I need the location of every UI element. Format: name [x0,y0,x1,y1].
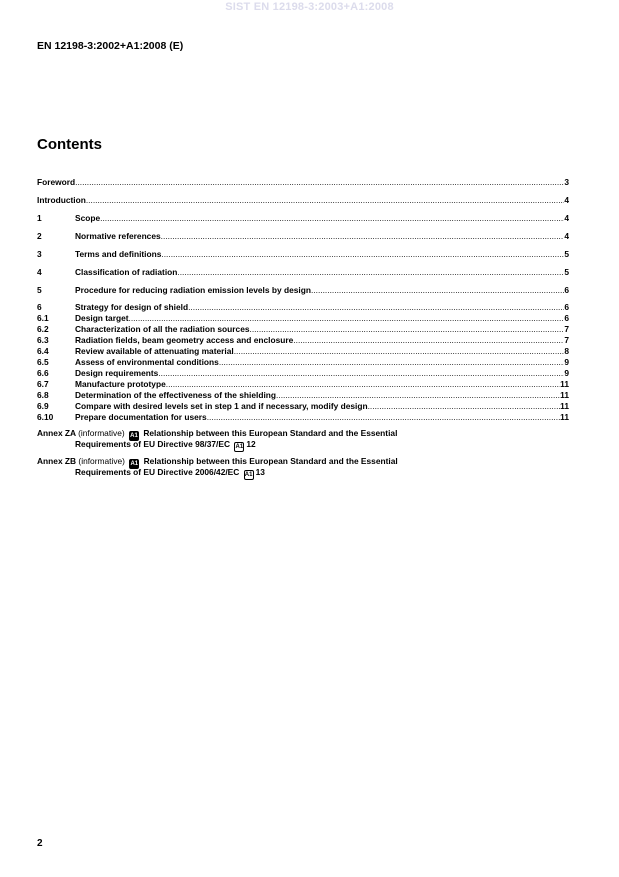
annex-label: Annex ZB [37,456,77,466]
amendment-end-icon: A1 [244,472,253,478]
toc-entry-title: Compare with desired levels set in step 1 and if necessary, modify design [75,401,368,411]
toc-entry-title: Design target [75,313,129,323]
toc-entry-title: Normative references [75,231,161,241]
toc-entry-documentation[interactable] [37,412,569,423]
toc-entry-number: 6.4 [37,346,49,356]
toc-entry-title: Design requirements [75,368,159,378]
toc-entry-title: Classification of radiation [75,267,178,277]
toc-entry-page: 4 [564,213,569,223]
toc-entry-effectiveness[interactable] [37,390,569,401]
toc-entry-title: Scope [75,213,101,223]
dot-leader [207,412,560,423]
annex-type: (informative) [78,456,125,466]
annex-title-line1: Relationship between this European Standard and the Essential [143,428,398,438]
toc-entry-characterization[interactable] [37,324,569,335]
toc-entry-page: 11 [560,412,569,422]
toc-entry-page: 4 [564,195,569,205]
toc-entry-page: 6 [564,285,569,295]
toc-entry-page: 11 [560,401,569,411]
toc-entry-page: 8 [564,346,569,356]
dot-leader [188,302,564,313]
annex-label: Annex ZA [37,428,76,438]
toc-entry-annex-za[interactable] [37,428,569,450]
toc-entry-design-target[interactable] [37,313,569,324]
toc-entry-title: Characterization of all the radiation sources [75,324,250,334]
toc-entry-page: 7 [564,324,569,334]
toc-entry-page: 6 [564,313,569,323]
toc-entry-radiation-fields[interactable] [37,335,569,346]
toc-entry-page: 11 [560,379,569,389]
toc-entry-introduction[interactable] [37,194,569,206]
toc-entry-number: 6.9 [37,401,49,411]
dot-leader [219,357,565,368]
dot-leader [368,401,561,412]
toc-entry-attenuating-material[interactable] [37,346,569,357]
toc-entry-page: 7 [564,335,569,345]
dot-leader [234,346,565,357]
toc-entry-page: 13 [255,467,265,477]
toc-entry-title: Review available of attenuating material [75,346,234,356]
toc-entry-classification[interactable] [37,266,569,278]
toc-entry-number: 6.1 [37,313,49,323]
dot-leader [129,313,565,324]
annex-title-line2: Requirements of EU Directive 98/37/EC [75,439,230,449]
toc-entry-terms-and-definitions[interactable] [37,248,569,260]
table-of-contents [37,176,569,478]
toc-entry-title: Assess of environmental conditions [75,357,219,367]
toc-entry-number: 5 [37,285,42,295]
toc-entry-strategy[interactable] [37,302,569,313]
amendment-end-icon: A1 [235,444,244,450]
toc-entry-title: Foreword [37,177,76,187]
toc-entry-number: 6.10 [37,412,54,422]
toc-entry-number: 6 [37,302,42,312]
toc-entry-number: 6.8 [37,390,49,400]
toc-entry-page: 5 [564,249,569,259]
toc-entry-page: 11 [560,390,569,400]
annex-type: (informative) [78,428,125,438]
toc-entry-page: 9 [564,368,569,378]
toc-entry-title: Introduction [37,195,86,205]
toc-entry-number: 6.7 [37,379,49,389]
toc-entry-number: 4 [37,267,42,277]
toc-entry-number: 3 [37,249,42,259]
toc-entry-number: 6.2 [37,324,49,334]
toc-entry-page: 3 [564,177,569,187]
toc-entry-page: 12 [246,439,256,449]
page-number: 2 [37,838,43,849]
dot-leader [177,266,564,278]
amendment-start-icon: A1 [130,433,138,439]
toc-entry-title: Radiation fields, beam geometry access and enclosure [75,335,294,345]
toc-entry-title: Prepare documentation for users [75,412,207,422]
toc-entry-design-requirements[interactable] [37,368,569,379]
dot-leader [86,194,564,206]
document-identifier: EN 12198-3:2002+A1:2008 (E) [37,40,184,52]
amendment-start-icon: A1 [130,461,139,467]
toc-entry-title: Terms and definitions [75,249,162,259]
toc-entry-number: 6.3 [37,335,49,345]
annex-title-line2: Requirements of EU Directive 2006/42/EC [75,467,240,477]
toc-entry-number: 6.5 [37,357,49,367]
dot-leader [161,248,564,260]
toc-entry-foreword[interactable] [37,176,569,188]
toc-entry-manufacture-prototype[interactable] [37,379,569,390]
dot-leader [276,390,560,401]
watermark: SIST EN 12198-3:2003+A1:2008 [225,1,394,13]
annex-title-line1: Relationship between this European Standard and the Essential [143,456,398,466]
toc-entry-page: 6 [564,302,569,312]
toc-entry-page: 5 [564,267,569,277]
toc-entry-title: Strategy for design of shield [75,302,189,312]
dot-leader [311,284,564,296]
toc-entry-scope[interactable] [37,212,569,224]
dot-leader [293,335,564,346]
toc-entry-title: Manufacture prototype [75,379,166,389]
dot-leader [158,368,564,379]
toc-entry-environmental-conditions[interactable] [37,357,569,368]
dot-leader [100,212,564,224]
toc-entry-normative-references[interactable] [37,230,569,242]
toc-entry-procedure[interactable] [37,284,569,296]
toc-entry-number: 6.6 [37,368,49,378]
toc-entry-page: 4 [564,231,569,241]
toc-entry-title: Procedure for reducing radiation emission levels by design [75,285,311,295]
toc-entry-compare-levels[interactable] [37,401,569,412]
dot-leader [166,379,560,390]
toc-entry-number: 1 [37,213,42,223]
toc-entry-page: 9 [564,357,569,367]
toc-entry-number: 2 [37,231,42,241]
toc-entry-annex-zb[interactable] [37,456,569,478]
page-title: Contents [37,136,102,153]
dot-leader [161,230,565,242]
toc-entry-title: Determination of the effectiveness of the shielding [75,390,277,400]
dot-leader [250,324,565,335]
dot-leader [75,176,564,188]
